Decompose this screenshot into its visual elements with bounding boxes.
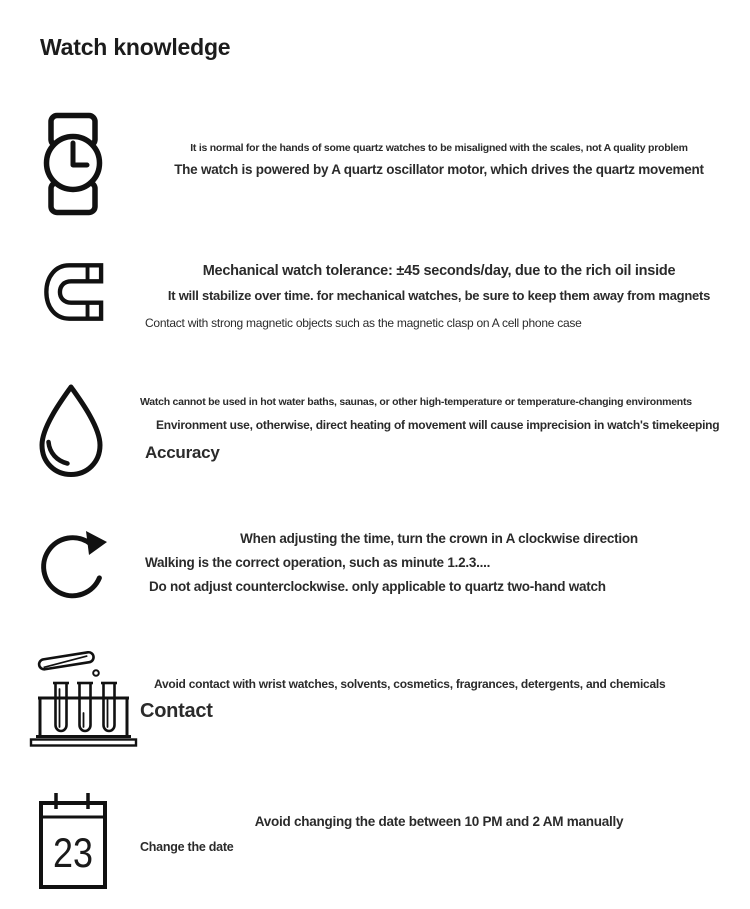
section-line: It will stabilize over time. for mechanical watches, be sure to keep them away from magnets bbox=[167, 288, 711, 303]
section-line: Do not adjust counterclockwise. only applicable to quartz two-hand watch bbox=[149, 579, 606, 594]
clockwise-arrow-icon bbox=[38, 519, 112, 605]
section-temperature-accuracy bbox=[140, 395, 738, 464]
section-line: The watch is powered by A quartz oscillator motor, which drives the quartz movement bbox=[174, 162, 704, 177]
wristwatch-icon bbox=[40, 112, 106, 216]
magnet-icon bbox=[42, 261, 104, 323]
calendar-icon bbox=[38, 790, 108, 890]
section-quartz-movement bbox=[140, 141, 738, 179]
page-title: Watch knowledge bbox=[40, 34, 231, 60]
test-tubes-icon bbox=[25, 643, 140, 748]
section-line: Environment use, otherwise, direct heating of movement will cause imprecision in watch's timekeeping bbox=[156, 418, 720, 432]
section-date-change bbox=[140, 812, 738, 856]
section-line: Avoid changing the date between 10 PM and 2 AM manually bbox=[254, 814, 624, 829]
calendar-day-number: 23 bbox=[53, 829, 93, 876]
section-line: Avoid contact with wrist watches, solvents, cosmetics, fragrances, detergents, and chemicals bbox=[154, 677, 666, 691]
section-heading: Accuracy bbox=[145, 443, 220, 462]
water-drop-icon bbox=[35, 382, 107, 482]
section-line: Mechanical watch tolerance: ±45 seconds/day, due to the rich oil inside bbox=[202, 263, 676, 279]
section-line: It is normal for the hands of some quartz watches to be misaligned with the scales, not A quality problem bbox=[190, 142, 688, 154]
section-chemical-contact bbox=[140, 676, 738, 725]
section-line: Contact with strong magnetic objects such as the magnetic clasp on A cell phone case bbox=[145, 316, 582, 330]
section-crown-adjustment bbox=[140, 528, 738, 597]
section-magnetism bbox=[140, 261, 738, 331]
section-line: Watch cannot be used in hot water baths, saunas, or other high-temperature or temperature-changing environments bbox=[140, 396, 692, 408]
section-line: When adjusting the time, turn the crown in A clockwise direction bbox=[240, 531, 638, 546]
section-heading: Change the date bbox=[140, 840, 234, 854]
section-line: Walking is the correct operation, such as minute 1.2.3.... bbox=[145, 555, 491, 570]
section-heading: Contact bbox=[140, 700, 213, 722]
